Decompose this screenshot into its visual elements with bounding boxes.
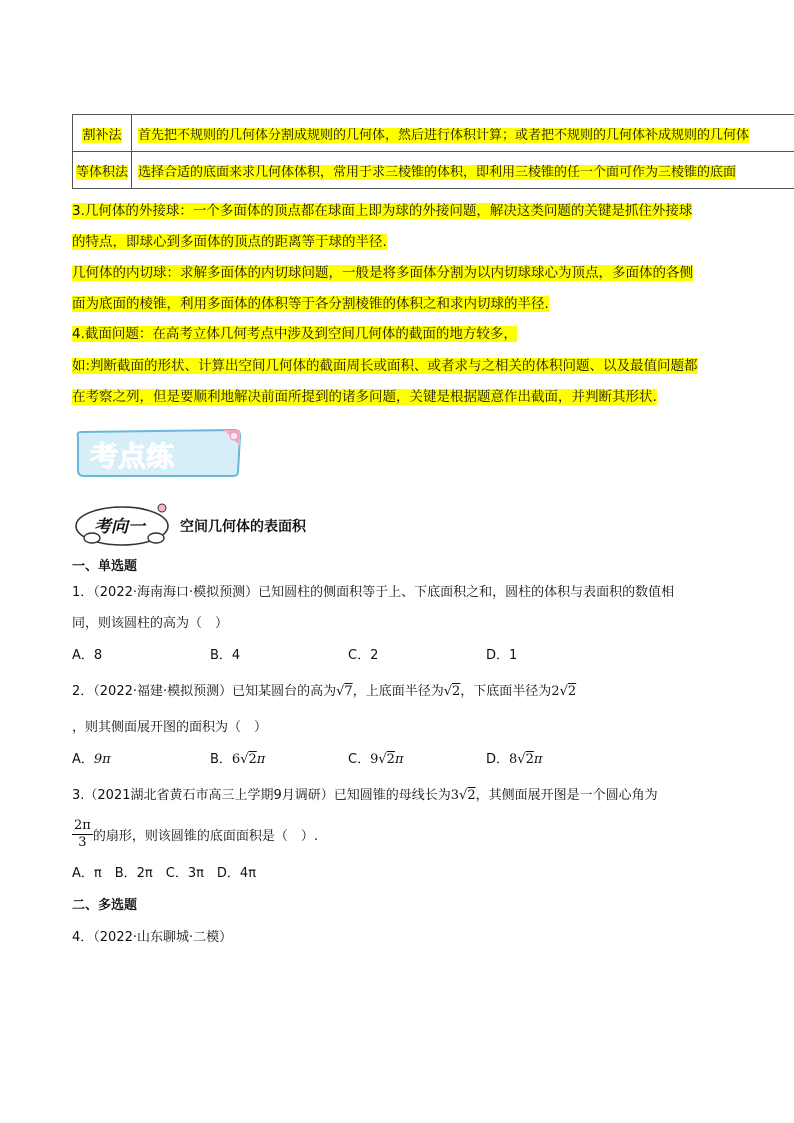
section-badge-icon	[74, 502, 174, 548]
option: D．1	[486, 648, 518, 663]
method-desc-cell: 首先把不规则的几何体分割成规则的几何体，然后进行体积计算；或者把不规则的几何体补成规则的几何体	[132, 115, 794, 152]
section-badge-text: 考向一	[94, 517, 145, 537]
option: B．6√2π	[210, 752, 266, 767]
highlight-line: 的特点，即球心到多面体的顶点的距离等于球的半径.	[72, 234, 387, 250]
sqrt-expr: 2√2	[551, 684, 577, 699]
highlight-line: 4.截面问题：在高考立体几何考点中涉及到空间几何体的截面的地方较多，	[72, 326, 517, 342]
highlight-line: 几何体的内切球：求解多面体的内切球问题，一般是将多面体分割为以内切球球心为顶点，多面体的各侧	[72, 265, 693, 281]
part-heading: 一、单选题	[72, 559, 138, 574]
option: B．4	[210, 648, 241, 663]
section-title: 空间几何体的表面积	[180, 519, 306, 535]
option: A．9π	[72, 752, 111, 767]
method-name-cell: 割补法	[73, 115, 132, 152]
highlight-line: 面为底面的棱锥，利用多面体的体积等于各分割棱锥的体积之和求内切球的半径.	[72, 296, 549, 312]
part-heading: 二、多选题	[72, 898, 138, 913]
method-name-cell: 等体积法	[73, 152, 132, 189]
option: C．2	[348, 648, 379, 663]
question-2-line: 2．（2022·福建·模拟预测）已知某圆台的高为√7，上底面半径为√2，下底面半径为2√2	[72, 684, 577, 699]
highlight-line: 如:判断截面的形状、计算出空间几何体的截面周长或面积、或者求与之相关的体积问题、以及最值问题都	[72, 358, 698, 374]
fraction: $\frac{2\pi}{3}$	[74, 818, 91, 850]
question-3-line: 3.（2021湖北省黄石市高三上学期9月调研）已知圆锥的母线长为3√2，其侧面展开图是一个圆心角为	[72, 788, 658, 803]
table-row	[73, 115, 794, 152]
highlight-line: 3.几何体的外接球：一个多面体的顶点都在球面上即为球的外接问题，解决这类问题的关键是抓住外接球	[72, 203, 693, 219]
question-4-line: 4．（2022·山东聊城·二模）	[72, 930, 233, 945]
sqrt-expr: 3√2	[450, 788, 476, 803]
option-row: A．π B．2π C．3π D．4π	[72, 866, 257, 881]
option: C．9√2π	[348, 752, 404, 767]
table-row	[73, 152, 794, 189]
method-table	[72, 114, 794, 189]
banner-title: 考点练	[90, 440, 175, 473]
question-1-line: 1．（2022·海南海口·模拟预测）已知圆柱的侧面积等于上、下底面积之和，圆柱的体积与表面积的数值相	[72, 585, 675, 600]
option: A．8	[72, 648, 103, 663]
sqrt-expr: √2	[443, 684, 461, 699]
highlight-line: 在考察之列，但是要顺利地解决前面所提到的诸多问题，关键是根据题意作出截面，并判断其形状.	[72, 389, 657, 405]
question-3-line: $\frac{2\pi}{3}$ 的扇形，则该圆锥的底面面积是（ ）.	[74, 818, 318, 850]
sqrt-expr: √7	[336, 684, 353, 699]
method-desc-cell: 选择合适的底面来求几何体体积，常用于求三棱锥的体积，即利用三棱锥的任一个面可作为三棱锥的底面	[132, 152, 794, 189]
kaodian-banner	[74, 428, 244, 478]
question-2-line: ，则其侧面展开图的面积为（ ）	[72, 720, 268, 735]
option: D．8√2π	[486, 752, 543, 767]
question-1-line: 同，则该圆柱的高为（ ）	[72, 616, 229, 631]
